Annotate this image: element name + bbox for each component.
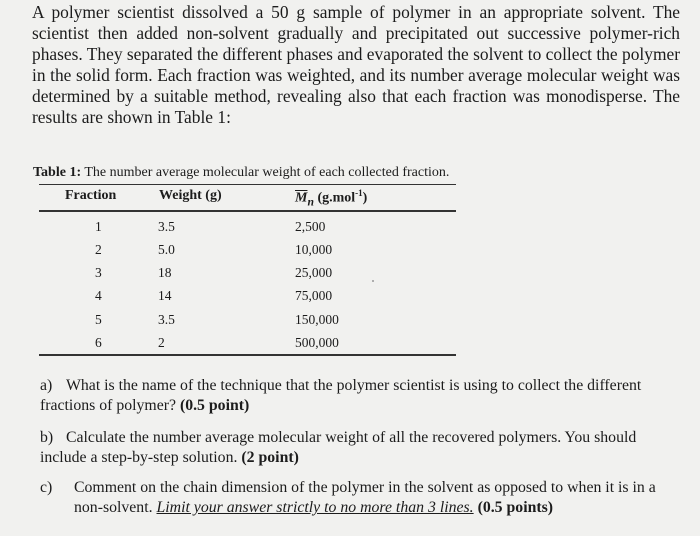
cell-weight: 5.0 — [158, 242, 175, 257]
cell-weight: 3.5 — [158, 219, 175, 234]
question-b-label: b) — [40, 429, 54, 446]
header-weight: Weight (g) — [159, 188, 222, 203]
cell-mn: 150,000 — [295, 312, 339, 327]
header-mn-unit: (g.mol — [317, 190, 356, 206]
question-c-label: c) — [40, 479, 53, 496]
cell-fraction: 5 — [95, 312, 102, 327]
cell-fraction: 6 — [95, 335, 102, 350]
table-caption — [33, 164, 463, 182]
cell-fraction: 3 — [95, 265, 102, 280]
question-c-emphasis: Limit your answer strictly to no more than 3 lines. — [156, 499, 474, 516]
cell-weight: 18 — [158, 265, 172, 280]
cell-fraction: 1 — [95, 219, 102, 234]
table-top-rule — [39, 184, 456, 185]
question-c — [40, 478, 680, 518]
table-header-rule — [39, 210, 456, 212]
cell-mn: 2,500 — [295, 219, 326, 234]
table-caption-label: Table 1: — [33, 165, 82, 180]
header-fraction: Fraction — [65, 188, 117, 203]
cell-mn: 10,000 — [295, 242, 333, 257]
table-bottom-rule — [39, 354, 456, 356]
header-mn — [295, 188, 367, 208]
header-mn-sup: -1 — [355, 188, 363, 198]
cell-mn: 25,000 — [295, 265, 333, 280]
question-a-text: What is the name of the technique that the polymer scientist is using to collect the different fractions of polymer? — [40, 377, 642, 414]
question-b — [40, 428, 680, 468]
table-caption-text: The number average molecular weight of each collected fraction. — [84, 165, 450, 180]
intro-paragraph: A polymer scientist dissolved a 50 g sample of polymer in an appropriate solvent. The scientist then added non-solvent gradually and precipitated out successive polymer-rich phases. They separated the different phases and evaporated the solvent to collect the polymer in the solid form. Each fraction was weighted, and its number average molecular weight was determined by a suitable method, revealing also that each fraction was monodisperse. The results are shown in Table 1: — [32, 2, 680, 127]
header-mn-close: ) — [362, 190, 368, 206]
question-b-points: (2 point) — [241, 449, 299, 466]
question-a-points: (0.5 point) — [179, 397, 250, 414]
cell-weight: 3.5 — [158, 312, 175, 327]
cell-weight: 14 — [158, 288, 172, 303]
speck — [372, 280, 374, 282]
cell-weight: 2 — [158, 335, 165, 350]
header-mn-sub: n — [307, 195, 314, 209]
question-c-points: (0.5 points) — [477, 499, 554, 516]
cell-mn: 500,000 — [295, 335, 339, 350]
cell-fraction: 4 — [95, 288, 102, 303]
header-mn-symbol: $\overline{M}$ — [295, 190, 308, 206]
question-a — [40, 376, 680, 416]
question-a-label: a) — [40, 377, 53, 394]
question-c-text: Comment on the chain dimension of the polymer in the solvent as opposed to when it is in a non-solvent. — [74, 479, 656, 516]
question-b-text: Calculate the number average molecular weight of all the recovered polymers. You should include a step-by-step solution. — [40, 429, 637, 466]
cell-fraction: 2 — [95, 242, 102, 257]
table-1 — [33, 164, 463, 350]
cell-mn: 75,000 — [295, 288, 333, 303]
